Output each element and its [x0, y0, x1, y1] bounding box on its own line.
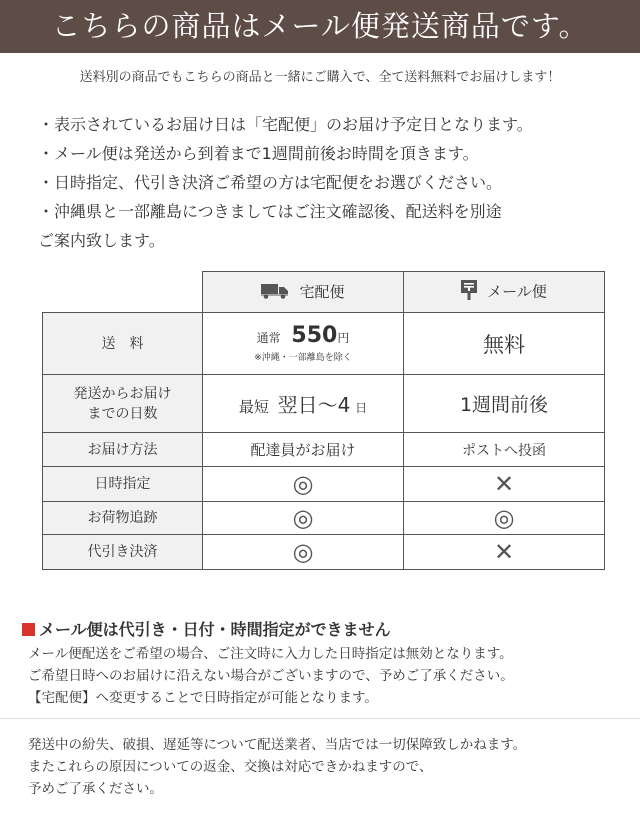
- takuhai-tracking-available: ◎: [203, 502, 404, 535]
- table-row: [43, 467, 605, 502]
- takuhai-fee-prefix: 通常: [256, 331, 281, 345]
- bullet-item: ・沖縄県と一部離島につきましてはご注文確認後、配送料を別途: [38, 202, 502, 221]
- bullet-item: ・日時指定、代引き決済ご希望の方は宅配便をお選びください。: [38, 173, 503, 192]
- mail-tracking-available: ◎: [404, 502, 605, 535]
- footer-line: 発送中の紛失、破損、遅延等について配送業者、当店では一切保障致しかねます。: [28, 737, 527, 753]
- footer-disclaimer: [28, 734, 628, 800]
- mailbox-icon: [461, 280, 477, 304]
- row-label-cod: 代引き決済: [43, 535, 203, 570]
- table-row: [43, 375, 605, 433]
- table-corner: [43, 272, 203, 313]
- mail-delivery-days: 1週間前後: [404, 375, 605, 433]
- shipping-comparison-table: [42, 271, 605, 570]
- section-line: メール便配送をご希望の場合、ご注文時に入力した日時指定は無効となります。: [28, 646, 513, 662]
- header-mail: [404, 272, 605, 313]
- section-line: 【宅配便】へ変更することで日時指定が可能となります。: [28, 690, 378, 706]
- section-body: [28, 643, 628, 709]
- takuhai-method: 配達員がお届け: [203, 433, 404, 467]
- banner-title: こちらの商品はメール便発送商品です。: [0, 0, 640, 53]
- bullet-item: ・メール便は発送から到着まで1週間前後お時間を頂きます。: [38, 144, 479, 163]
- row-label-days: [43, 375, 203, 433]
- row-label-shipping: 送 料: [43, 313, 203, 375]
- takuhai-datetime-available: ◎: [203, 467, 404, 502]
- row-label-datetime: 日時指定: [43, 467, 203, 502]
- takuhai-delivery-days: [203, 375, 404, 433]
- red-square-icon: [22, 623, 35, 636]
- header-takuhai-label: 宅配便: [299, 283, 345, 302]
- takuhai-days-prefix: 最短: [238, 398, 269, 416]
- row-label-days-line1: 発送からお届け: [73, 385, 172, 402]
- bullet-item-continued: ご案内致します。: [38, 231, 165, 250]
- takuhai-fee-price: 550: [291, 323, 338, 348]
- bullet-item: ・表示されているお届け日は「宅配便」のお届け予定日となります。: [38, 115, 533, 134]
- takuhai-fee-unit: 円: [337, 331, 350, 345]
- free-shipping-notice: 送料別の商品でもこちらの商品と一緒にご購入で、全て送料無料でお届けします！: [79, 70, 561, 85]
- section-line: ご希望日時へのお届けに沿えない場合がございますので、予めご了承ください。: [28, 668, 514, 684]
- row-label-tracking: お荷物追跡: [43, 502, 203, 535]
- mail-shipping-fee: 無料: [404, 313, 605, 375]
- section-heading-text: メール便は代引き・日付・時間指定ができません: [39, 620, 391, 639]
- table-header-row: [43, 272, 605, 313]
- mail-method: ポストへ投函: [404, 433, 605, 467]
- table-row: [43, 313, 605, 375]
- header-mail-label: メール便: [487, 282, 547, 301]
- bullet-list: [38, 110, 628, 255]
- table-row: [43, 433, 605, 467]
- takuhai-days-value: 翌日～4: [277, 393, 351, 417]
- mail-datetime-unavailable: ✕: [404, 467, 605, 502]
- mail-cod-unavailable: ✕: [404, 535, 605, 570]
- takuhai-cod-available: ◎: [203, 535, 404, 570]
- row-label-days-line2: までの日数: [87, 405, 158, 422]
- footer-line: またこれらの原因についての返金、交換は対応できかねますので、: [28, 759, 433, 775]
- truck-icon: [261, 283, 289, 303]
- section-heading: [22, 617, 391, 640]
- takuhai-shipping-fee: [203, 313, 404, 375]
- takuhai-days-unit: 日: [355, 401, 368, 415]
- footer-line: 予めご了承ください。: [28, 781, 163, 797]
- header-takuhai: [203, 272, 404, 313]
- divider: [0, 718, 640, 719]
- takuhai-fee-note: ※沖縄・一部離島を除く: [254, 353, 352, 363]
- table-row: [43, 502, 605, 535]
- table-row: [43, 535, 605, 570]
- row-label-method: お届け方法: [43, 433, 203, 467]
